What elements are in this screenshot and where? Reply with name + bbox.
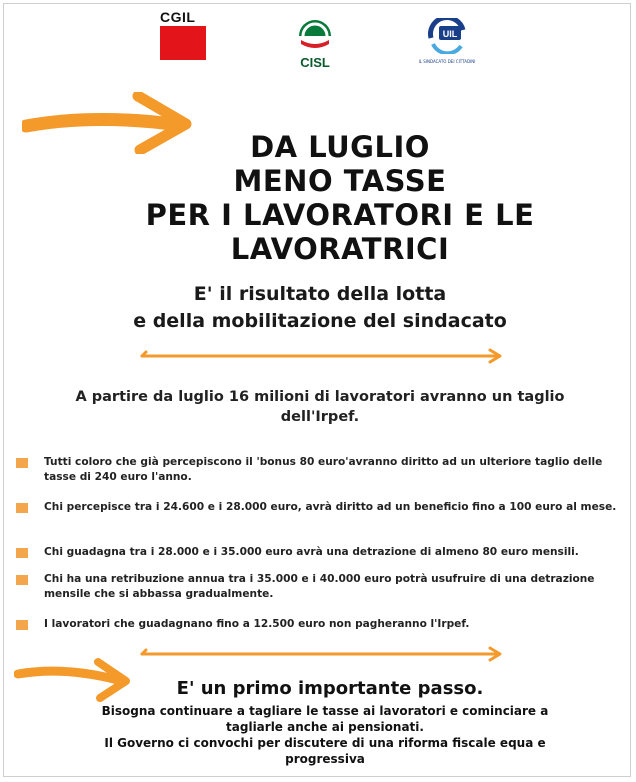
bullet-square-icon bbox=[16, 575, 28, 585]
closing-text bbox=[40, 703, 610, 767]
closing-line-3: Il Governo ci convochi per discutere di una riforma fiscale equa e bbox=[104, 736, 546, 750]
headline bbox=[60, 130, 620, 266]
closing-line-1: Bisogna continuare a tagliare le tasse ai lavoratori e cominciare a bbox=[101, 704, 549, 718]
closing-line-2: tagliarle anche ai pensionati. bbox=[226, 720, 424, 734]
bullet-square-icon bbox=[16, 548, 28, 558]
cisl-logo bbox=[290, 14, 340, 72]
uil-emblem-text: UIL bbox=[442, 29, 458, 39]
bullet-square-icon bbox=[16, 503, 28, 513]
list-item-text: Chi percepisce tra i 24.600 e i 28.000 euro, avrà diritto ad un beneficio fino a 100 euro al mese. bbox=[44, 501, 617, 513]
subtitle-line-2: e della mobilitazione del sindacato bbox=[133, 310, 507, 332]
uil-logo bbox=[412, 18, 482, 70]
intro-line-1: A partire da luglio 16 milioni di lavoratori avranno un taglio bbox=[75, 389, 565, 405]
orange-divider-arrow-1-icon bbox=[138, 348, 504, 364]
cisl-logo-text: CISL bbox=[300, 55, 330, 70]
cgil-red-square bbox=[160, 26, 206, 60]
list-item bbox=[16, 545, 579, 560]
cgil-logo bbox=[160, 10, 210, 62]
list-item-text: Chi ha una retribuzione annua tra i 35.000 e i 40.000 euro potrà usufruire di una detrazione mensile che si abbassa gradualmente. bbox=[44, 573, 595, 600]
list-item bbox=[16, 572, 624, 602]
list-item bbox=[16, 500, 616, 515]
headline-line-2: MENO TASSE bbox=[233, 164, 447, 198]
subtitle bbox=[40, 281, 600, 335]
closing-line-4: progressiva bbox=[285, 752, 365, 766]
headline-line-3: PER I LAVORATORI E LE bbox=[145, 198, 535, 232]
orange-arrow-bottom-icon bbox=[14, 656, 134, 704]
uil-emblem-icon bbox=[425, 18, 469, 54]
bullet-square-icon bbox=[16, 458, 28, 468]
intro-text bbox=[40, 387, 600, 427]
list-item-text: Chi guadagna tra i 28.000 e i 35.000 euro avrà una detrazione di almeno 80 euro mensili. bbox=[44, 546, 579, 558]
cgil-logo-text: CGIL bbox=[160, 9, 196, 25]
cisl-emblem-icon bbox=[295, 14, 335, 52]
list-item bbox=[16, 617, 469, 632]
closing-headline: E' un primo importante passo. bbox=[176, 678, 484, 699]
headline-line-1: DA LUGLIO bbox=[250, 130, 430, 164]
list-item bbox=[16, 455, 624, 485]
uil-caption: IL SINDACATO DEI CITTADINI bbox=[418, 59, 476, 64]
list-item-text: I lavoratori che guadagnano fino a 12.500 euro non pagheranno l'Irpef. bbox=[44, 618, 470, 630]
headline-line-4: LAVORATRICI bbox=[230, 232, 450, 266]
list-item-text: Tutti coloro che già percepiscono il 'bonus 80 euro'avranno diritto ad un ulteriore taglio delle tasse di 240 euro l'anno. bbox=[44, 456, 603, 483]
subtitle-line-1: E' il risultato della lotta bbox=[193, 283, 447, 305]
intro-line-2: dell'Irpef. bbox=[280, 409, 360, 425]
orange-divider-arrow-2-icon bbox=[138, 646, 504, 662]
bullet-square-icon bbox=[16, 620, 28, 630]
